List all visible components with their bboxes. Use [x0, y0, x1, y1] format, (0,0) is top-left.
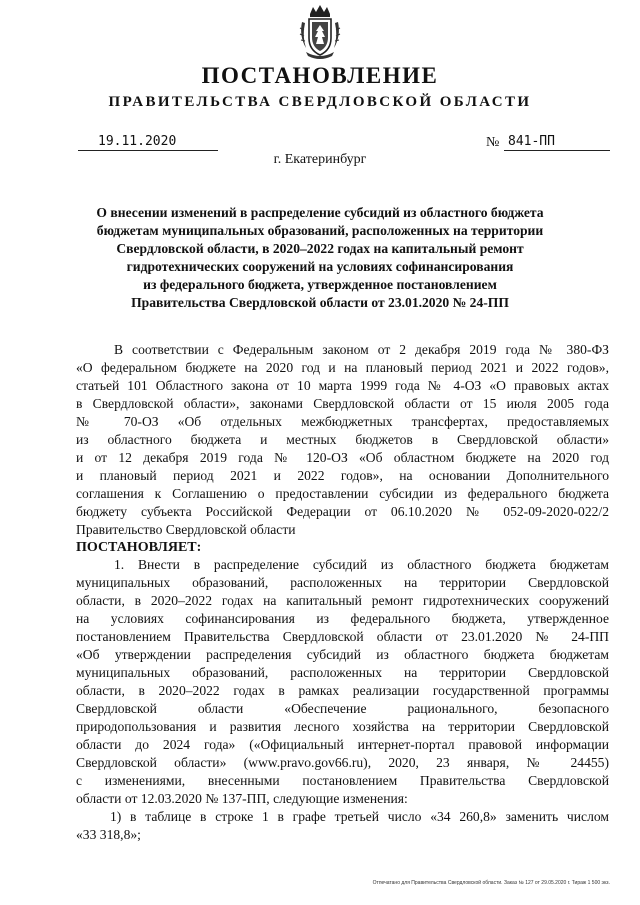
document-number: 841-ПП	[504, 134, 610, 151]
text-line: В соответствии с Федеральным законом от 2 декабря 2019 года № 380-ФЗ	[114, 342, 609, 357]
document-title	[60, 204, 580, 312]
text-line: области до 2024 года» («Официальный интернет-портал правовой информации	[76, 737, 609, 752]
text-line: 1) в таблице в строке 1 в графе третьей число «34 260,8» заменить числом	[110, 809, 609, 824]
text-line: «Об утверждении распределения субсидий из областного бюджета бюджетам	[76, 647, 609, 662]
text-line: из областного бюджета и местных бюджетов в Свердловской области»	[76, 432, 609, 447]
city-line: г. Екатеринбург	[273, 152, 367, 167]
title-line: О внесении изменений в распределение субсидий из областного бюджета	[96, 205, 544, 220]
text-line: области, в 2020–2022 годах на капитальный ремонт гидротехнических сооружений	[76, 593, 609, 608]
text-line: с изменениями, внесенными постановлением Правительства Свердловской	[76, 773, 609, 788]
text-line: «О федеральном бюджете на 2020 год и на плановый период 2021 и 2022 годов»,	[76, 360, 609, 375]
text-line: и от 12 декабря 2019 года № 120-ОЗ «Об областном бюджете на 2020 год	[76, 450, 609, 465]
text-line: природопользования и развития лесного хозяйства на территории Свердловской	[76, 719, 609, 734]
text-line: бюджету субъекта Российской Федерации от 06.10.2020 № 052-09-2020-022/2	[76, 504, 609, 519]
text-line: в Свердловской области», законами Свердловской области от 15 июля 2005 года	[76, 396, 609, 411]
sverdlovsk-coat-of-arms-icon	[296, 4, 344, 60]
title-line: бюджетам муниципальных образований, расположенных на территории	[96, 223, 544, 238]
preamble-paragraph	[76, 341, 609, 539]
text-line: статьей 101 Областного закона от 10 марта 1999 года № 4-ОЗ «О правовых актах	[76, 378, 609, 393]
text-line: области, в 2020–2022 годах в рамках реализации государственной программы	[76, 683, 609, 698]
document-number-field	[486, 134, 610, 152]
clause-1-paragraph	[76, 556, 609, 808]
text-line: постановлением Правительства Свердловской области от 23.01.2020 № 24-ПП	[76, 629, 609, 644]
text-line: и плановый период 2021 и 2022 годов», на основании Дополнительного	[76, 468, 609, 483]
text-line: 1. Внести в распределение субсидий из областного бюджета бюджетам	[114, 557, 609, 572]
subclause-1-paragraph	[76, 808, 609, 844]
text-line: соглашения к Соглашению о предоставлении субсидии из федерального бюджета	[76, 486, 609, 501]
document-date: 19.11.2020	[78, 134, 218, 151]
text-line: муниципальных образований, расположенных на территории Свердловской	[76, 665, 609, 680]
decree-word: ПОСТАНОВЛЯЕТ:	[76, 540, 202, 555]
text-line: муниципальных образований, расположенных на территории Свердловской	[76, 575, 609, 590]
text-line: «33 318,8»;	[76, 827, 141, 842]
number-sign: №	[486, 135, 500, 150]
text-line: № 70-ОЗ «Об отдельных межбюджетных трансфертах, предоставляемых	[76, 414, 609, 429]
text-line: Правительство Свердловской области	[76, 522, 296, 537]
text-line: области от 12.03.2020 № 137-ПП, следующие изменения:	[76, 791, 408, 806]
document-type-heading: ПОСТАНОВЛЕНИЕ	[201, 63, 439, 88]
title-line: гидротехнических сооружений на условиях софинансирования	[126, 259, 514, 274]
text-line: Свердловской области» (www.pravo.gov66.ru), 2020, 23 января, № 24455)	[76, 755, 609, 770]
title-line: Правительства Свердловской области от 23.01.2020 № 24-ПП	[131, 295, 509, 310]
document-body	[76, 341, 609, 844]
print-run-note: Отпечатано для Правительства Свердловской области. Заказ № 127 от 29.05.2020 г. Тираж 1 500 экз.	[372, 880, 610, 886]
title-line: Свердловской области, в 2020–2022 годах на капитальный ремонт	[116, 241, 524, 256]
title-line: из федерального бюджета, утвержденное постановлением	[143, 277, 497, 292]
text-line: на условиях софинансирования из федерального бюджета, утвержденное	[76, 611, 609, 626]
text-line: Свердловской области «Обеспечение рационального, безопасного	[76, 701, 609, 716]
issuer-heading: ПРАВИТЕЛЬСТВА СВЕРДЛОВСКОЙ ОБЛАСТИ	[108, 94, 532, 110]
